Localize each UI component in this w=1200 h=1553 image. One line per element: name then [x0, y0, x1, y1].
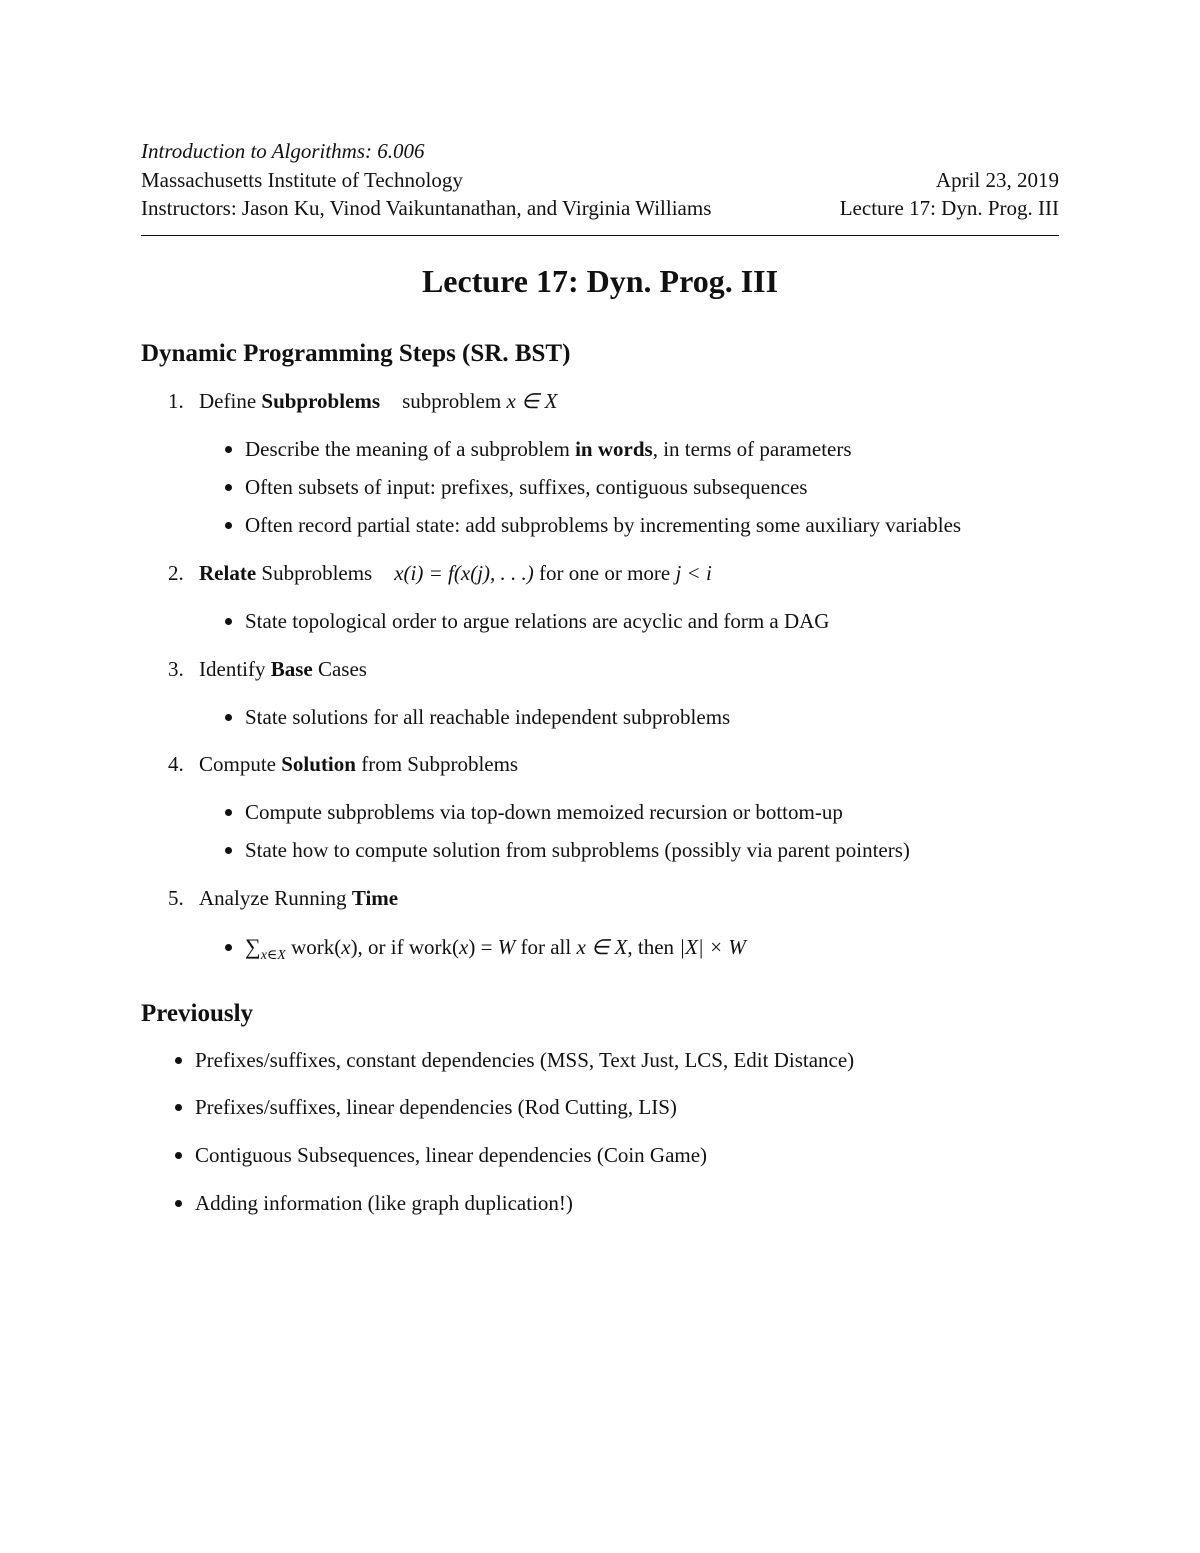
list-item-time-formula [225, 934, 746, 963]
formula-part: ), or if work( [350, 935, 460, 959]
list-item [225, 475, 807, 500]
list-item [175, 1191, 573, 1216]
step-text-tail: from Subproblems [355, 752, 519, 776]
step-2 [168, 561, 712, 586]
course-title: Introduction to Algorithms: 6.006 [141, 139, 425, 163]
formula-var: x [341, 935, 351, 959]
step-formula-condition: j < i [675, 561, 712, 585]
formula-part: work( [285, 935, 342, 959]
step-number: 1. [168, 389, 184, 413]
step-formula-text: subproblem [402, 389, 507, 413]
lecture-label: Lecture 17: Dyn. Prog. III [839, 196, 1059, 220]
list-item [175, 1095, 677, 1120]
bullet-text: Often record partial state: add subproblems by incrementing some auxiliary variables [245, 513, 962, 537]
bullet-icon [175, 1200, 182, 1207]
dp-steps-heading: Dynamic Programming Steps (SR. BST) [141, 340, 571, 367]
step-keyword: Time [351, 886, 399, 910]
step-number: 4. [168, 752, 184, 776]
formula-var: W [497, 935, 516, 959]
bullet-icon [225, 484, 232, 491]
bullet-icon [225, 714, 232, 721]
bullet-text: Prefixes/suffixes, linear dependencies (Rod Cutting, LIS) [195, 1095, 677, 1119]
step-keyword: Relate [199, 561, 257, 585]
previously-heading: Previously [141, 1000, 254, 1027]
formula-part: , then [627, 935, 680, 959]
instructors: Instructors: Jason Ku, Vinod Vaikuntanathan, and Virginia Williams [141, 196, 712, 220]
step-text: Analyze Running [199, 886, 352, 910]
bullet-icon [225, 446, 232, 453]
step-formula: x ∈ X [506, 389, 558, 413]
step-keyword: Base [270, 657, 313, 681]
bullet-text: State topological order to argue relations are acyclic and form a DAG [245, 609, 830, 633]
list-item [225, 609, 829, 634]
bullet-icon [225, 944, 232, 951]
formula-part: ) = [468, 935, 498, 959]
bullet-text: Describe the meaning of a subproblem [245, 437, 576, 461]
step-text-tail: Cases [312, 657, 367, 681]
step-formula-text: for one or more [533, 561, 676, 585]
step-keyword: Solution [281, 752, 356, 776]
list-item [225, 800, 843, 825]
institution: Massachusetts Institute of Technology [141, 167, 463, 192]
list-item [175, 1048, 854, 1073]
bullet-icon [225, 522, 232, 529]
formula-part: for all [515, 935, 577, 959]
bullet-text: Prefixes/suffixes, constant dependencies (MSS, Text Just, LCS, Edit Distance) [195, 1048, 855, 1072]
bullet-text: State how to compute solution from subproblems (possibly via parent pointers) [245, 838, 910, 862]
bullet-emphasis: in words [575, 437, 653, 461]
list-item [225, 705, 730, 730]
page-title: Lecture 17: Dyn. Prog. III [421, 263, 779, 299]
sum-symbol: ∑ [245, 934, 261, 959]
formula-var: x ∈ X [576, 935, 628, 959]
bullet-icon [225, 847, 232, 854]
bullet-icon [175, 1152, 182, 1159]
list-item [225, 513, 961, 538]
list-item [225, 437, 852, 462]
bullet-text: Adding information (like graph duplication!) [195, 1191, 573, 1215]
bullet-icon [225, 618, 232, 625]
step-number: 5. [168, 886, 184, 910]
step-text: Compute [199, 752, 282, 776]
list-item [225, 838, 910, 863]
step-1 [168, 389, 557, 414]
header-divider [141, 235, 1059, 236]
step-formula: x(i) = f(x(j), . . .) [394, 561, 534, 585]
step-keyword: Subproblems [261, 389, 381, 413]
bullet-icon [175, 1057, 182, 1064]
page-header [141, 137, 1059, 223]
bullet-icon [175, 1104, 182, 1111]
step-text: Identify [199, 657, 271, 681]
sum-subscript: x∈X [260, 948, 286, 963]
bullet-text-tail: , in terms of parameters [652, 437, 852, 461]
bullet-text: State solutions for all reachable independent subproblems [245, 705, 731, 729]
bullet-text: Often subsets of input: prefixes, suffixes, contiguous subsequences [245, 475, 808, 499]
step-number: 3. [168, 657, 184, 681]
bullet-icon [225, 809, 232, 816]
formula-var: x [459, 935, 469, 959]
lecture-date: April 23, 2019 [935, 167, 1059, 192]
formula-var: |X| × W [679, 935, 746, 959]
bullet-text: Contiguous Subsequences, linear dependencies (Coin Game) [195, 1143, 708, 1167]
step-number: 2. [168, 561, 184, 585]
step-3 [168, 657, 367, 682]
step-text: Subproblems [256, 561, 373, 585]
list-item [175, 1143, 707, 1168]
step-5 [168, 886, 398, 911]
bullet-text: Compute subproblems via top-down memoized recursion or bottom-up [245, 800, 843, 824]
step-4 [168, 752, 518, 777]
step-text: Define [199, 389, 262, 413]
